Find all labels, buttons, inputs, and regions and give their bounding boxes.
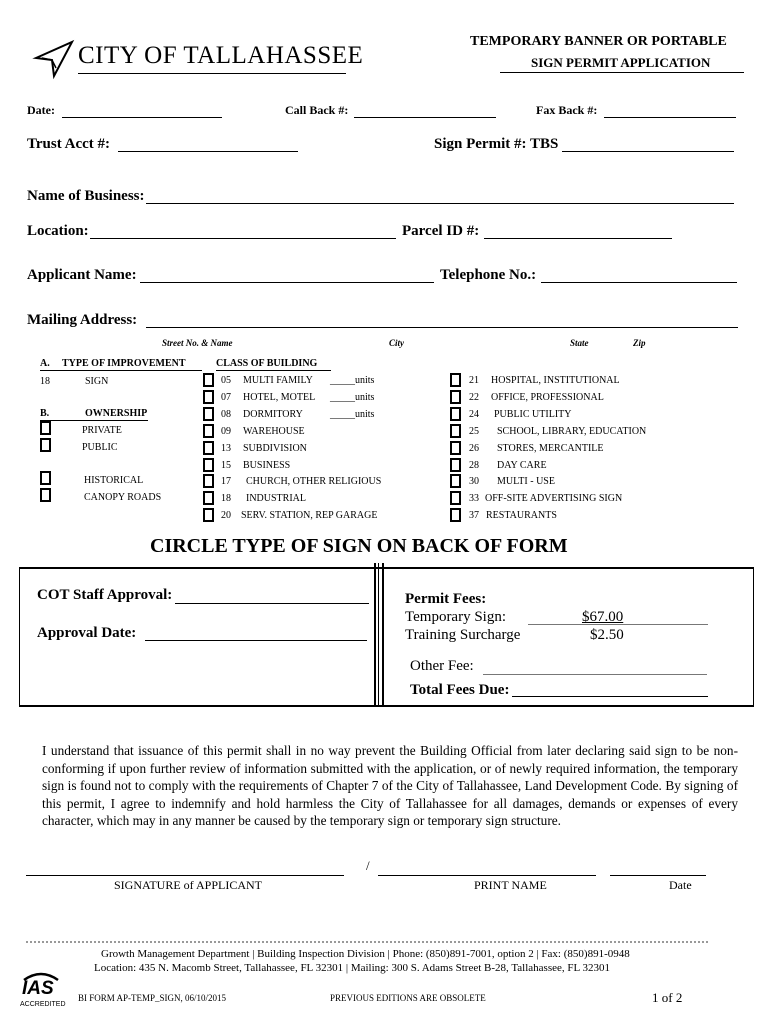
class-checkbox[interactable] [450,373,461,387]
other-fee-input[interactable] [483,674,707,675]
class-label: MULTI FAMILY [243,375,313,386]
class-checkbox[interactable] [203,474,214,488]
class-code: 24 [469,409,479,420]
class-code: 07 [221,392,231,403]
signature-date-label: Date [669,878,692,892]
telephone-input[interactable] [541,282,737,283]
canopy-roads-label: CANOPY ROADS [84,492,162,503]
class-code: 25 [469,426,479,437]
class-code: 21 [469,375,479,386]
class-label: MULTI - USE [497,476,555,487]
trust-acct-label: Trust Acct #: [27,136,111,152]
street-sublabel: Street No. & Name [162,338,233,348]
page-number: 1 of 2 [652,990,683,1005]
class-code: 26 [469,443,479,454]
class-checkbox[interactable] [450,407,461,421]
temporary-sign-label: Temporary Sign: [405,609,507,625]
city-logo-icon [32,36,76,80]
class-label: HOSPITAL, INSTITUTIONAL [491,375,620,386]
class-checkbox[interactable] [203,508,214,522]
training-surcharge-fee: $2.50 [590,627,624,643]
class-label: WAREHOUSE [243,426,305,437]
form-title-line2: SIGN PERMIT APPLICATION [531,55,711,70]
other-fee-label: Other Fee: [410,658,474,674]
class-code: 20 [221,510,231,521]
class-label: BUSINESS [243,460,291,471]
total-fees-label: Total Fees Due: [410,682,510,698]
signature-date-input[interactable] [610,875,706,876]
applicant-name-label: Applicant Name: [27,267,137,283]
class-label: SUBDIVISION [243,443,307,454]
class-code: 37 [469,510,479,521]
date-label: Date: [27,103,55,117]
obsolete-notice: PREVIOUS EDITIONS ARE OBSOLETE [330,993,486,1003]
class-label: INDUSTRIAL [246,493,306,504]
signature-slash: / [366,858,370,873]
business-name-label: Name of Business: [27,188,145,204]
business-name-input[interactable] [146,203,734,204]
staff-approval-input[interactable] [175,603,369,604]
zip-sublabel: Zip [633,338,646,348]
class-label: OFFICE, PROFESSIONAL [491,392,604,403]
class-units: _____units [330,409,375,420]
class-checkbox[interactable] [203,441,214,455]
public-label: PUBLIC [82,442,118,453]
class-label: RESTAURANTS [486,510,557,521]
fax-back-label: Fax Back #: [536,103,598,117]
class-units: _____units [330,392,375,403]
class-checkbox[interactable] [203,390,214,404]
state-sublabel: State [570,338,589,348]
mailing-address-input[interactable] [146,327,738,328]
class-checkbox[interactable] [450,474,461,488]
training-surcharge-label: Training Surcharge [405,627,521,643]
class-label: DORMITORY [243,409,303,420]
staff-approval-label: COT Staff Approval: [37,587,173,603]
ownership-heading: OWNERSHIP [85,408,148,419]
class-checkbox[interactable] [203,407,214,421]
logo-text: CITY OF TALLAHASSEE [78,42,364,69]
circle-sign-heading: CIRCLE TYPE OF SIGN ON BACK OF FORM [150,535,568,557]
class-code: 33 [469,493,479,504]
class-checkbox[interactable] [203,458,214,472]
historical-checkbox[interactable] [40,471,51,485]
public-checkbox[interactable] [40,438,51,452]
class-label: SERV. STATION, REP GARAGE [241,510,378,521]
class-label: SCHOOL, LIBRARY, EDUCATION [497,426,647,437]
class-code: 18 [221,493,231,504]
total-fees-input[interactable] [512,696,708,697]
trust-acct-input[interactable] [118,151,298,152]
class-code: 15 [221,460,231,471]
mailing-address-label: Mailing Address: [27,312,138,328]
class-units: _____units [330,375,375,386]
sign-code: 18 [40,376,50,387]
class-code: 08 [221,409,231,420]
parcel-id-label: Parcel ID #: [402,223,480,239]
form-id: BI FORM AP-TEMP_SIGN, 06/10/2015 [78,993,227,1003]
class-checkbox[interactable] [450,508,461,522]
sign-permit-label: Sign Permit #: TBS [434,136,559,152]
class-code: 05 [221,375,231,386]
form-title-line1: TEMPORARY BANNER OR PORTABLE [470,34,727,49]
fax-back-input[interactable] [604,117,736,118]
class-checkbox[interactable] [203,491,214,505]
class-checkbox[interactable] [450,424,461,438]
class-code: 22 [469,392,479,403]
class-of-building-heading: CLASS OF BUILDING [216,358,318,369]
statement-paragraph: I understand that issuance of this permit shall in no way prevent the Building Official from later declaring said sign to be non-conforming if upon further review of information submitted with the application, or of newly required information, the temporary sign is found not to comply with the requirements of Chapter 7 of the City of Tallahassee, Land Development Code. By signing of this permit, I agree to indemnify and hold harmless the City of Tallahassee for all damages, demands or expenses of every character, which may in any manner be caused by the temporary sign or temporary sign structure. [42,743,738,828]
telephone-label: Telephone No.: [440,267,537,283]
class-code: 13 [221,443,231,454]
class-checkbox[interactable] [450,441,461,455]
print-name-label: PRINT NAME [474,878,547,892]
class-label: OFF-SITE ADVERTISING SIGN [485,493,623,504]
accredited-text: ACCREDITED [20,1001,66,1008]
class-label: STORES, MERCANTILE [497,443,604,454]
location-label: Location: [27,223,89,239]
location-input[interactable] [90,238,396,239]
section-b-label: B. [40,408,50,419]
ias-logo-text: IAS [22,978,54,999]
temporary-sign-fee: $67.00 [582,609,624,625]
call-back-label: Call Back #: [285,103,349,117]
applicant-name-input[interactable] [140,282,434,283]
class-code: 30 [469,476,479,487]
class-code: 17 [221,476,231,487]
approval-date-label: Approval Date: [37,625,137,641]
canopy-roads-checkbox[interactable] [40,488,51,502]
call-back-input[interactable] [354,117,496,118]
class-label: DAY CARE [497,460,547,471]
class-checkbox[interactable] [203,373,214,387]
print-name-input[interactable] [378,875,596,876]
type-of-improvement-heading: TYPE OF IMPROVEMENT [62,358,186,369]
class-checkbox[interactable] [450,491,461,505]
class-checkbox[interactable] [450,390,461,404]
section-a-label: A. [40,358,50,369]
sign-permit-input[interactable] [562,151,734,152]
footer-contact-line: Growth Management Department | Building Inspection Division | Phone: (850)891-7001, option 2 | Fax: (850)891-0948 [101,948,630,960]
private-label: PRIVATE [82,425,122,436]
class-code: 09 [221,426,231,437]
date-input[interactable] [62,117,222,118]
class-label: CHURCH, OTHER RELIGIOUS [246,476,382,487]
parcel-id-input[interactable] [484,238,672,239]
class-label: HOTEL, MOTEL [243,392,316,403]
sign-label: SIGN [85,376,109,387]
private-checkbox[interactable] [40,421,51,435]
city-sublabel: City [389,338,404,348]
class-label: PUBLIC UTILITY [494,409,572,420]
footer-address-line: Location: 435 N. Macomb Street, Tallahassee, FL 32301 | Mailing: 300 S. Adams Street B-28, Tallahassee, FL 32301 [94,962,611,974]
signature-input[interactable] [26,875,344,876]
class-code: 28 [469,460,479,471]
class-checkbox[interactable] [203,424,214,438]
historical-label: HISTORICAL [84,475,144,486]
signature-label: SIGNATURE of APPLICANT [114,878,263,892]
class-checkbox[interactable] [450,458,461,472]
approval-date-input[interactable] [145,640,367,641]
permit-fees-heading: Permit Fees: [405,591,487,607]
